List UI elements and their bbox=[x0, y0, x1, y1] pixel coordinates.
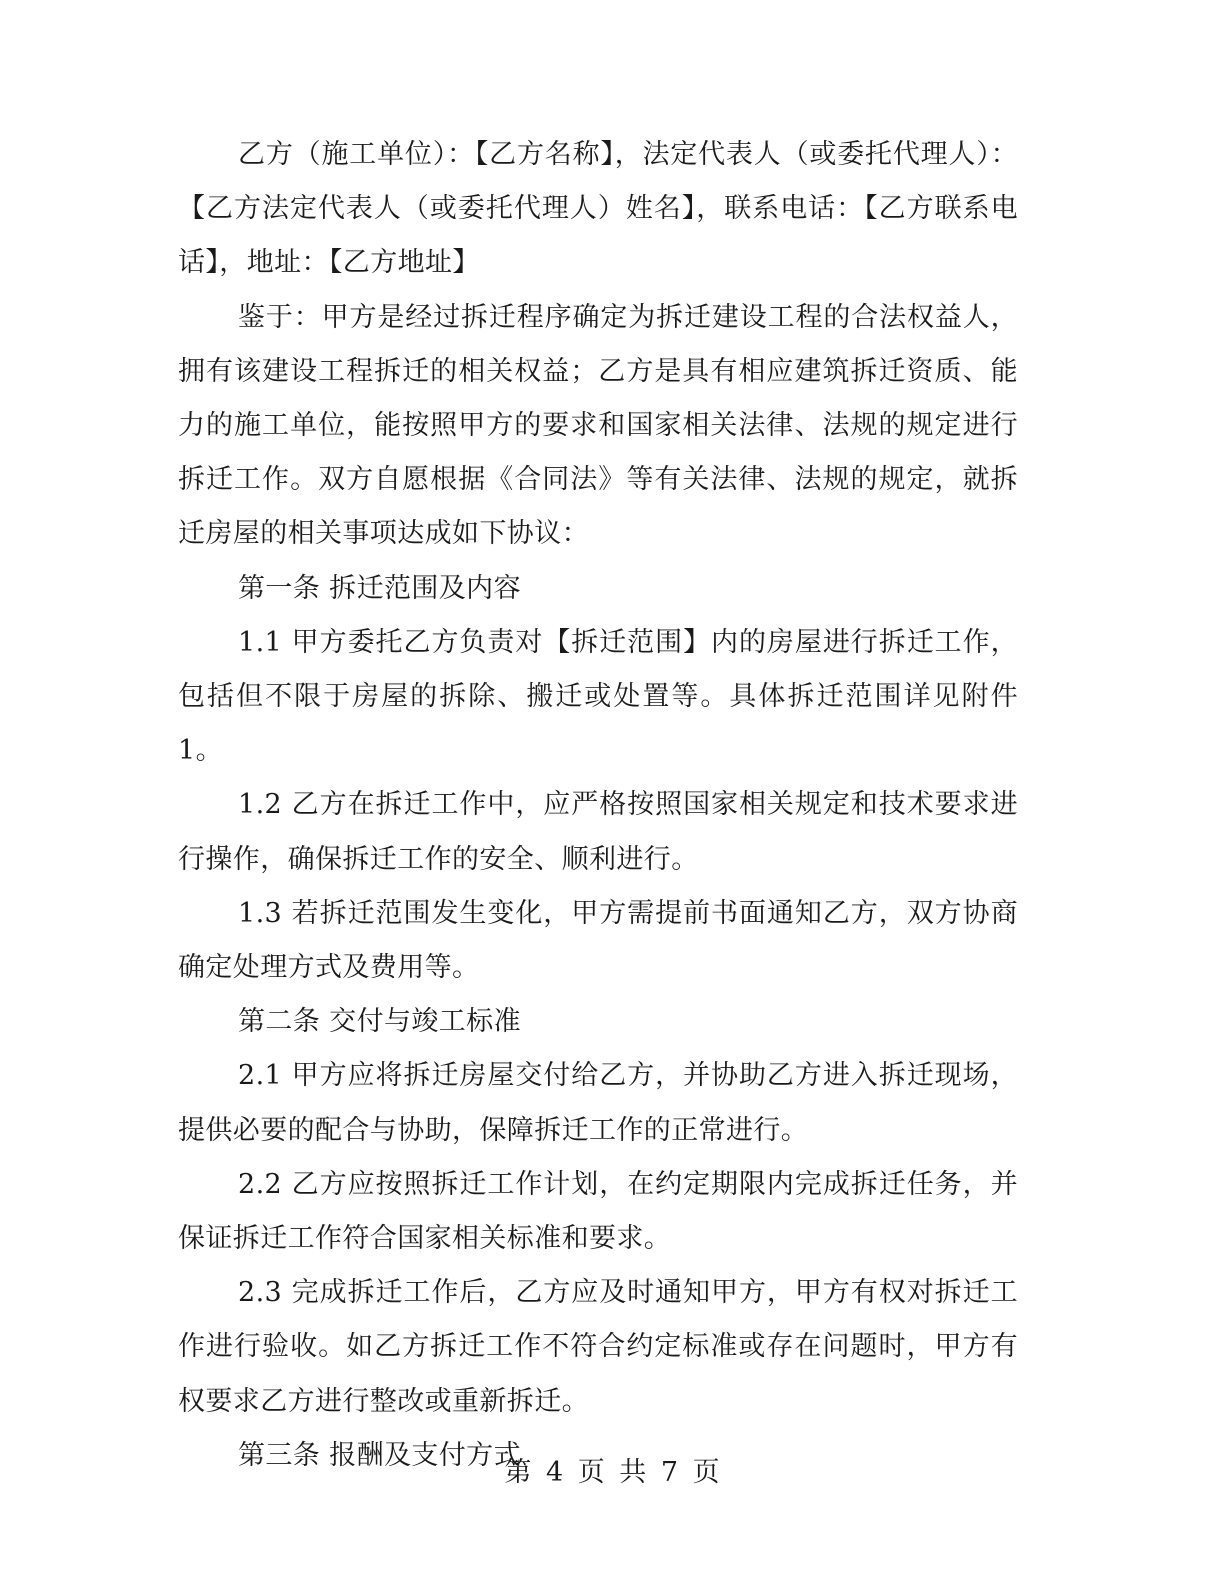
clause-2-3: 2.3 完成拆迁工作后，乙方应及时通知甲方，甲方有权对拆迁工作进行验收。如乙方拆迁工作不符合约定标准或存在问题时，甲方有权要求乙方进行整改或重新拆迁。 bbox=[178, 1277, 1018, 1417]
article-1-heading: 第一条 拆迁范围及内容 bbox=[238, 572, 521, 604]
article-3-heading: 第三条 报酬及支付方式 bbox=[238, 1439, 521, 1471]
contract-body bbox=[178, 128, 1018, 1483]
whereas-paragraph: 鉴于：甲方是经过拆迁程序确定为拆迁建设工程的合法权益人，拥有该建设工程拆迁的相关权益；乙方是具有相应建筑拆迁资质、能力的施工单位，能按照甲方的要求和国家相关法律、法规的规定进行拆迁工作。双方自愿根据《合同法》等有关法律、法规的规定，就拆迁房屋的相关事项达成如下协议： bbox=[178, 301, 1018, 550]
clause-1-2: 1.2 乙方在拆迁工作中，应严格按照国家相关规定和技术要求进行操作，确保拆迁工作的安全、顺利进行。 bbox=[178, 789, 1018, 875]
clause-2-2: 2.2 乙方应按照拆迁工作计划，在约定期限内完成拆迁任务，并保证拆迁工作符合国家相关标准和要求。 bbox=[178, 1168, 1018, 1255]
clause-1-1: 1.1 甲方委托乙方负责对【拆迁范围】内的房屋进行拆迁工作，包括但不限于房屋的拆除、搬迁或处置等。具体拆迁范围详见附件 1。 bbox=[178, 626, 1018, 767]
clause-1-3: 1.3 若拆迁范围发生变化，甲方需提前书面通知乙方，双方协商确定处理方式及费用等。 bbox=[178, 897, 1018, 984]
article-2-heading: 第二条 交付与竣工标准 bbox=[238, 1006, 521, 1038]
party-b-info-paragraph: 乙方（施工单位）：【乙方名称】，法定代表人（或委托代理人）：【乙方法定代表人（或委托代理人）姓名】，联系电话：【乙方联系电话】，地址：【乙方地址】 bbox=[178, 139, 1018, 279]
clause-2-1: 2.1 甲方应将拆迁房屋交付给乙方，并协助乙方进入拆迁现场，提供必要的配合与协助，保障拆迁工作的正常进行。 bbox=[178, 1060, 1018, 1146]
page-number-footer: 第 4 页 共 7 页 bbox=[504, 1457, 720, 1488]
